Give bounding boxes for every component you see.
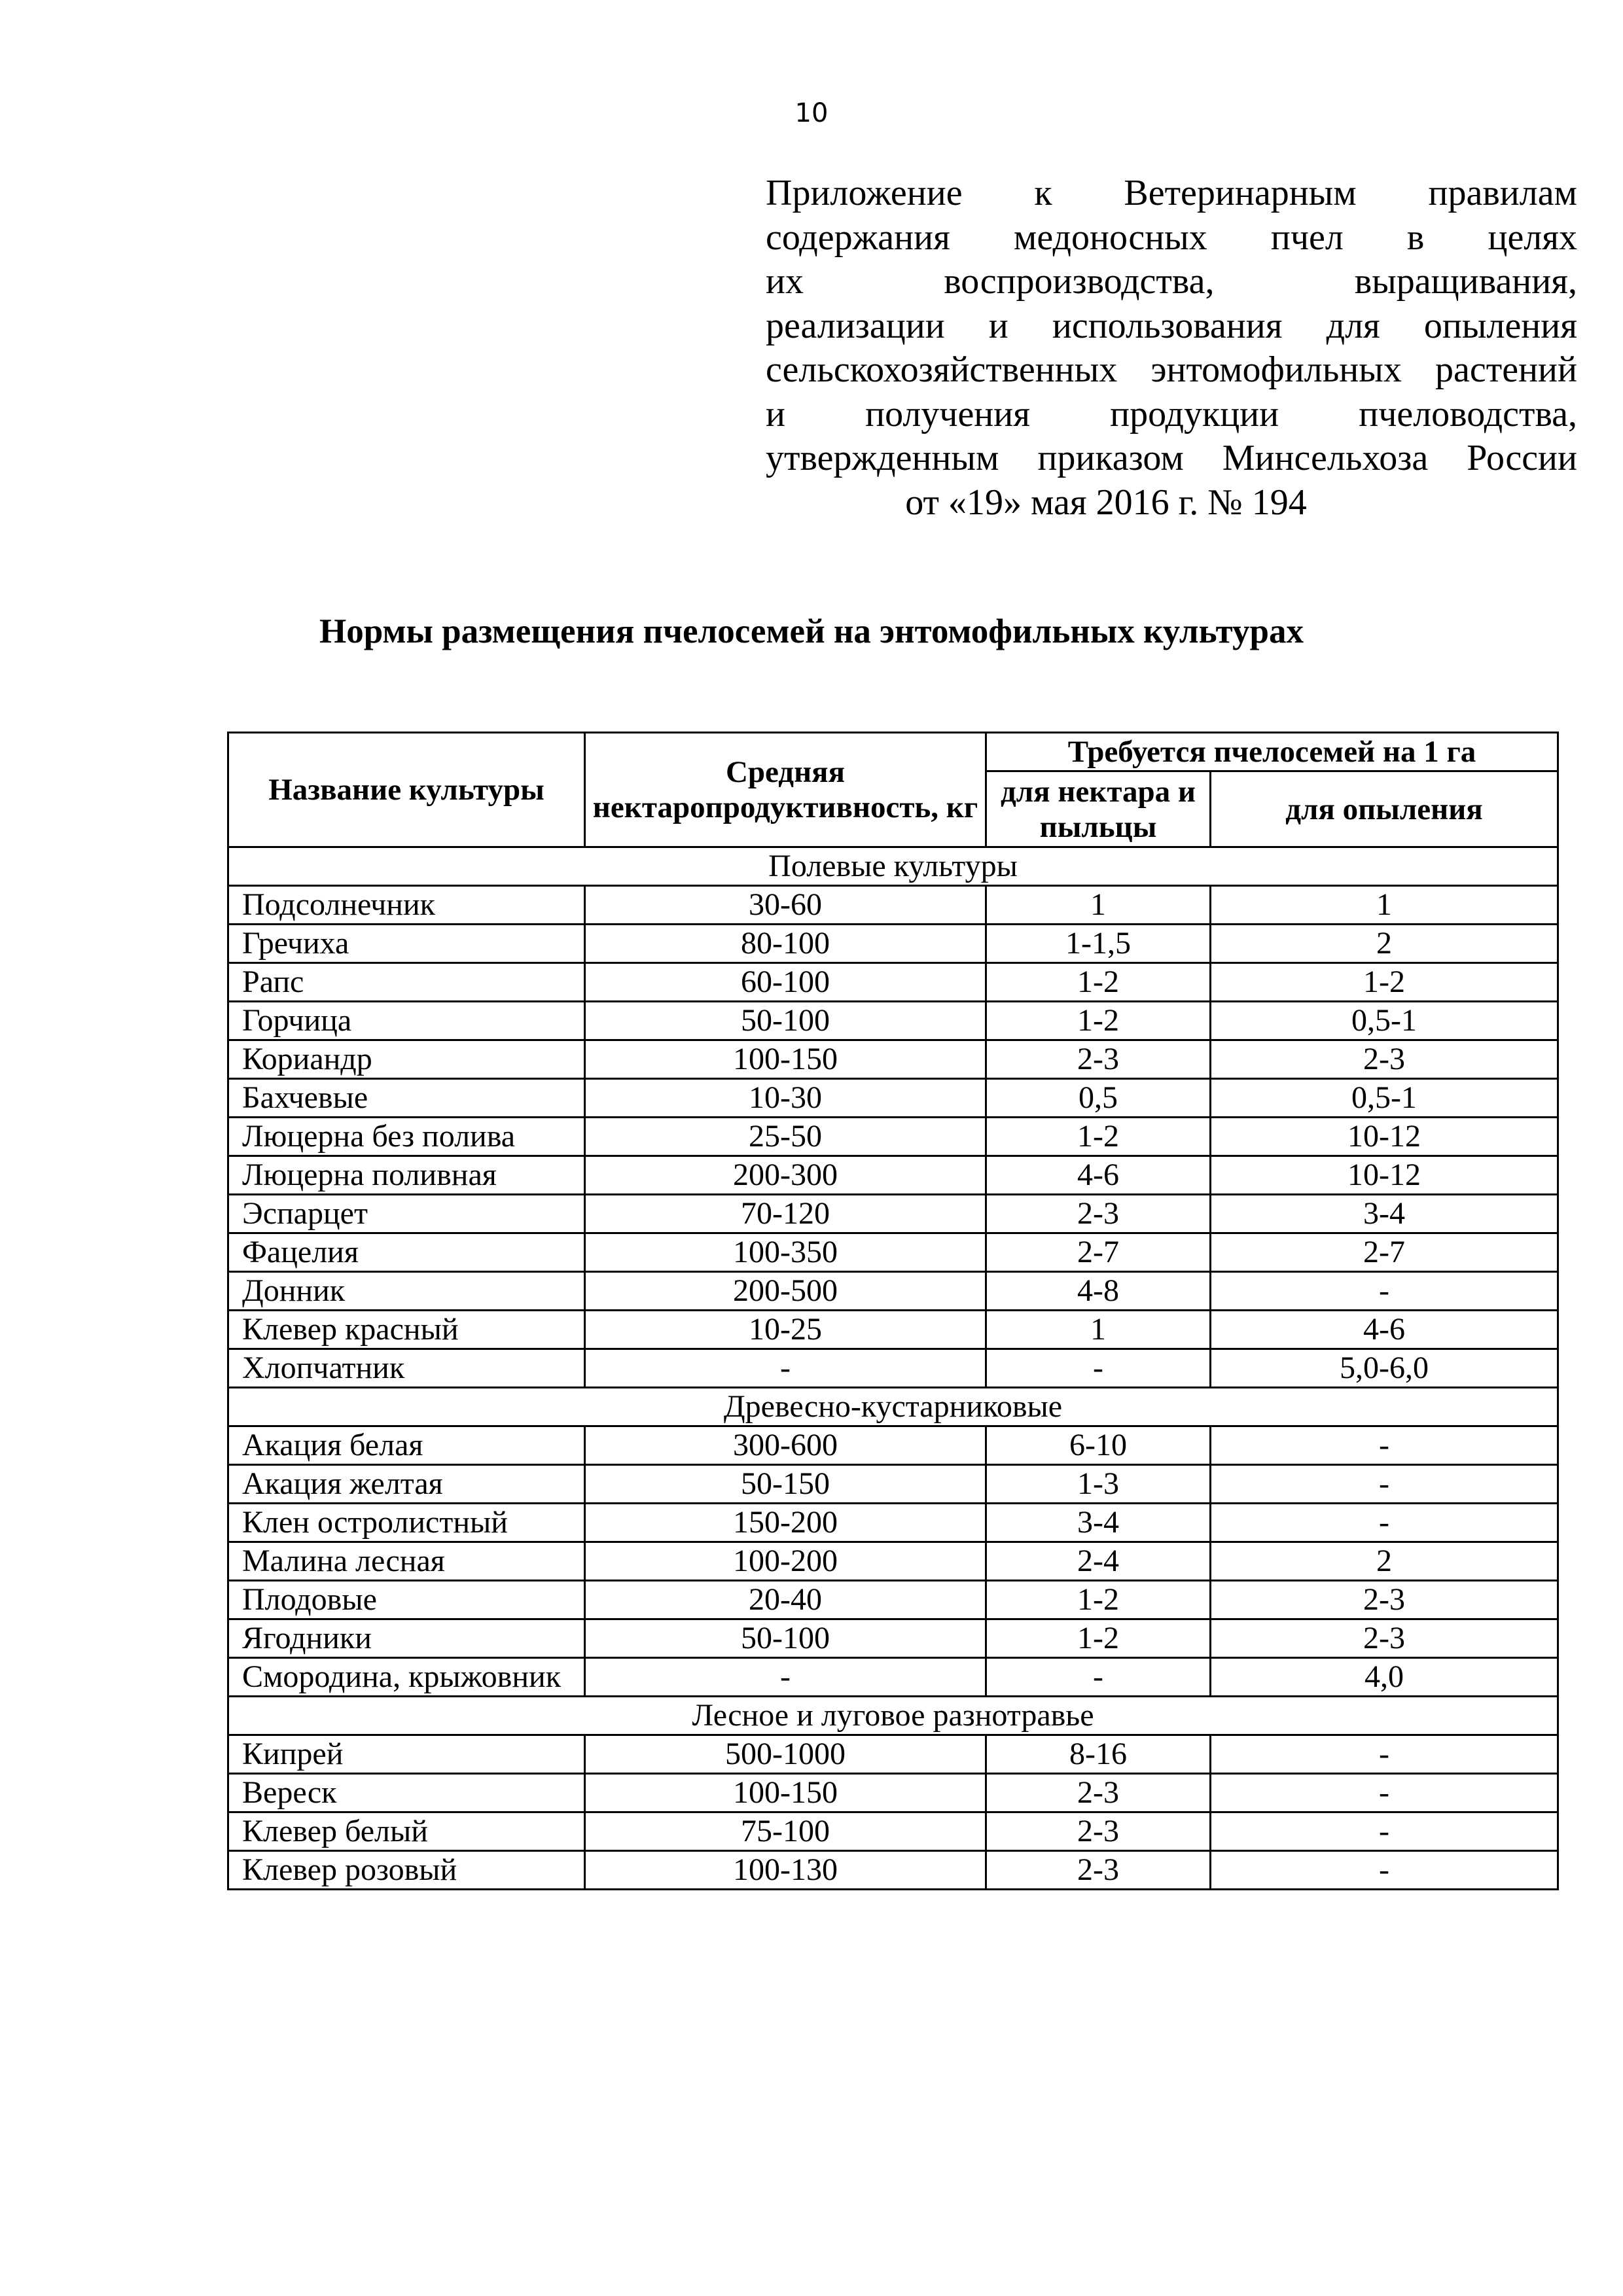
pollination-colonies-cell: 2 <box>1211 1542 1558 1581</box>
table-row <box>228 1079 1558 1118</box>
productivity-cell: - <box>585 1658 986 1697</box>
pollination-colonies-cell: 0,5-1 <box>1211 1079 1558 1118</box>
productivity-cell: 100-150 <box>585 1774 986 1812</box>
crop-name-cell: Вереск <box>228 1774 585 1812</box>
table-row <box>228 1658 1558 1697</box>
pollination-colonies-cell: 2-3 <box>1211 1619 1558 1658</box>
nectar-colonies-cell: 1-2 <box>986 1619 1211 1658</box>
table-row <box>228 1311 1558 1349</box>
crop-name-cell: Люцерна без полива <box>228 1118 585 1156</box>
productivity-cell: - <box>585 1349 986 1388</box>
document-title: Нормы размещения пчелосемей на энтомофильных культурах <box>319 612 1304 650</box>
nectar-colonies-cell: - <box>986 1658 1211 1697</box>
crop-name-cell: Люцерна поливная <box>228 1156 585 1195</box>
nectar-colonies-cell: 4-8 <box>986 1272 1211 1311</box>
pollination-colonies-cell: - <box>1211 1774 1558 1812</box>
table-row <box>228 1542 1558 1581</box>
crop-name-cell: Донник <box>228 1272 585 1311</box>
productivity-cell: 50-100 <box>585 1002 986 1040</box>
pollination-colonies-cell: 10-12 <box>1211 1118 1558 1156</box>
nectar-colonies-cell: 2-3 <box>986 1040 1211 1079</box>
pollination-colonies-cell: - <box>1211 1504 1558 1542</box>
pollination-colonies-cell: 2-3 <box>1211 1040 1558 1079</box>
pollination-colonies-cell: 2-7 <box>1211 1233 1558 1272</box>
table-body <box>228 847 1558 1890</box>
productivity-cell: 200-500 <box>585 1272 986 1311</box>
crop-name-cell: Клевер розовый <box>228 1851 585 1890</box>
crop-name-cell: Кориандр <box>228 1040 585 1079</box>
pollination-colonies-cell: 1-2 <box>1211 963 1558 1002</box>
section-title: Древесно-кустарниковые <box>228 1388 1558 1426</box>
nectar-colonies-cell: 1-3 <box>986 1465 1211 1504</box>
productivity-cell: 500-1000 <box>585 1735 986 1774</box>
productivity-cell: 150-200 <box>585 1504 986 1542</box>
nectar-colonies-cell: 2-4 <box>986 1542 1211 1581</box>
nectar-colonies-cell: 1 <box>986 1311 1211 1349</box>
crop-name-cell: Клевер белый <box>228 1812 585 1851</box>
section-title: Полевые культуры <box>228 847 1558 886</box>
productivity-cell: 50-100 <box>585 1619 986 1658</box>
nectar-colonies-cell: 8-16 <box>986 1735 1211 1774</box>
pollination-colonies-cell: 1 <box>1211 886 1558 925</box>
appendix-header <box>766 171 1577 525</box>
crop-name-cell: Хлопчатник <box>228 1349 585 1388</box>
page-number: 10 <box>794 98 829 128</box>
nectar-colonies-cell: 2-3 <box>986 1195 1211 1233</box>
nectar-colonies-cell: 2-3 <box>986 1851 1211 1890</box>
crop-name-cell: Бахчевые <box>228 1079 585 1118</box>
table-row <box>228 1619 1558 1658</box>
table-row <box>228 1349 1558 1388</box>
productivity-cell: 75-100 <box>585 1812 986 1851</box>
nectar-colonies-cell: - <box>986 1349 1211 1388</box>
crop-name-cell: Рапс <box>228 963 585 1002</box>
table-row <box>228 1002 1558 1040</box>
nectar-colonies-cell: 3-4 <box>986 1504 1211 1542</box>
table-row <box>228 1504 1558 1542</box>
pollination-colonies-cell: 3-4 <box>1211 1195 1558 1233</box>
crop-name-cell: Эспарцет <box>228 1195 585 1233</box>
table-row <box>228 1195 1558 1233</box>
table-row <box>228 1465 1558 1504</box>
section-row <box>228 1697 1558 1735</box>
crop-name-cell: Акация белая <box>228 1426 585 1465</box>
productivity-cell: 80-100 <box>585 925 986 963</box>
nectar-colonies-cell: 2-3 <box>986 1812 1211 1851</box>
appendix-line: сельскохозяйственных энтомофильных растений <box>766 349 1577 390</box>
section-row <box>228 847 1558 886</box>
section-title: Лесное и луговое разнотравье <box>228 1697 1558 1735</box>
table-row <box>228 963 1558 1002</box>
productivity-cell: 30-60 <box>585 886 986 925</box>
crop-name-cell: Смородина, крыжовник <box>228 1658 585 1697</box>
table-row <box>228 1272 1558 1311</box>
crop-name-cell: Плодовые <box>228 1581 585 1619</box>
nectar-colonies-cell: 1-2 <box>986 1118 1211 1156</box>
nectar-colonies-cell: 2-7 <box>986 1233 1211 1272</box>
productivity-cell: 100-350 <box>585 1233 986 1272</box>
productivity-cell: 100-200 <box>585 1542 986 1581</box>
table-row <box>228 1774 1558 1812</box>
table-row <box>228 886 1558 925</box>
appendix-line: и получения продукции пчеловодства, <box>766 393 1577 434</box>
crop-name-cell: Фацелия <box>228 1233 585 1272</box>
pollination-colonies-cell: - <box>1211 1426 1558 1465</box>
crop-name-cell: Горчица <box>228 1002 585 1040</box>
appendix-line: содержания медоносных пчел в целях <box>766 217 1577 258</box>
pollination-colonies-cell: - <box>1211 1812 1558 1851</box>
appendix-line: утвержденным приказом Минсельхоза России <box>766 438 1577 478</box>
table-row <box>228 925 1558 963</box>
crop-name-cell: Клен остролистный <box>228 1504 585 1542</box>
table-row <box>228 1581 1558 1619</box>
pollination-colonies-cell: - <box>1211 1272 1558 1311</box>
pollination-colonies-cell: 4-6 <box>1211 1311 1558 1349</box>
table-row <box>228 1812 1558 1851</box>
table-row <box>228 1851 1558 1890</box>
productivity-cell: 300-600 <box>585 1426 986 1465</box>
nectar-colonies-cell: 1-1,5 <box>986 925 1211 963</box>
crop-name-cell: Кипрей <box>228 1735 585 1774</box>
appendix-line: Приложение к Ветеринарным правилам <box>766 173 1577 213</box>
header-crop-name: Название культуры <box>228 733 585 847</box>
nectar-colonies-cell: 4-6 <box>986 1156 1211 1195</box>
header-for-nectar: для нектара и пыльцы <box>986 771 1211 847</box>
productivity-cell: 100-130 <box>585 1851 986 1890</box>
pollination-colonies-cell: 5,0-6,0 <box>1211 1349 1558 1388</box>
table-row <box>228 1040 1558 1079</box>
pollination-colonies-cell: 2 <box>1211 925 1558 963</box>
nectar-colonies-cell: 6-10 <box>986 1426 1211 1465</box>
nectar-colonies-cell: 1 <box>986 886 1211 925</box>
nectar-colonies-cell: 2-3 <box>986 1774 1211 1812</box>
nectar-colonies-cell: 1-2 <box>986 963 1211 1002</box>
nectar-colonies-cell: 1-2 <box>986 1581 1211 1619</box>
pollination-colonies-cell: - <box>1211 1465 1558 1504</box>
pollination-colonies-cell: - <box>1211 1851 1558 1890</box>
norms-table <box>227 732 1559 1890</box>
productivity-cell: 70-120 <box>585 1195 986 1233</box>
pollination-colonies-cell: 4,0 <box>1211 1658 1558 1697</box>
table-row <box>228 1735 1558 1774</box>
appendix-line: реализации и использования для опыления <box>766 305 1577 346</box>
section-row <box>228 1388 1558 1426</box>
nectar-colonies-cell: 0,5 <box>986 1079 1211 1118</box>
crop-name-cell: Малина лесная <box>228 1542 585 1581</box>
table-row <box>228 1118 1558 1156</box>
header-productivity: Средняя нектаропродуктивность, кг <box>585 733 986 847</box>
crop-name-cell: Акация желтая <box>228 1465 585 1504</box>
crop-name-cell: Гречиха <box>228 925 585 963</box>
productivity-cell: 25-50 <box>585 1118 986 1156</box>
crop-name-cell: Ягодники <box>228 1619 585 1658</box>
productivity-cell: 200-300 <box>585 1156 986 1195</box>
crop-name-cell: Подсолнечник <box>228 886 585 925</box>
productivity-cell: 50-150 <box>585 1465 986 1504</box>
productivity-cell: 20-40 <box>585 1581 986 1619</box>
header-for-pollination: для опыления <box>1211 771 1558 847</box>
pollination-colonies-cell: 10-12 <box>1211 1156 1558 1195</box>
productivity-cell: 100-150 <box>585 1040 986 1079</box>
pollination-colonies-cell: 2-3 <box>1211 1581 1558 1619</box>
appendix-line: их воспроизводства, выращивания, <box>766 261 1577 302</box>
table-row <box>228 1233 1558 1272</box>
table-row <box>228 1156 1558 1195</box>
header-required-colonies: Требуется пчелосемей на 1 га <box>986 733 1558 771</box>
table-row <box>228 1426 1558 1465</box>
appendix-date-line: от «19» мая 2016 г. № 194 <box>905 482 1307 523</box>
pollination-colonies-cell: - <box>1211 1735 1558 1774</box>
productivity-cell: 10-30 <box>585 1079 986 1118</box>
productivity-cell: 60-100 <box>585 963 986 1002</box>
productivity-cell: 10-25 <box>585 1311 986 1349</box>
crop-name-cell: Клевер красный <box>228 1311 585 1349</box>
pollination-colonies-cell: 0,5-1 <box>1211 1002 1558 1040</box>
nectar-colonies-cell: 1-2 <box>986 1002 1211 1040</box>
